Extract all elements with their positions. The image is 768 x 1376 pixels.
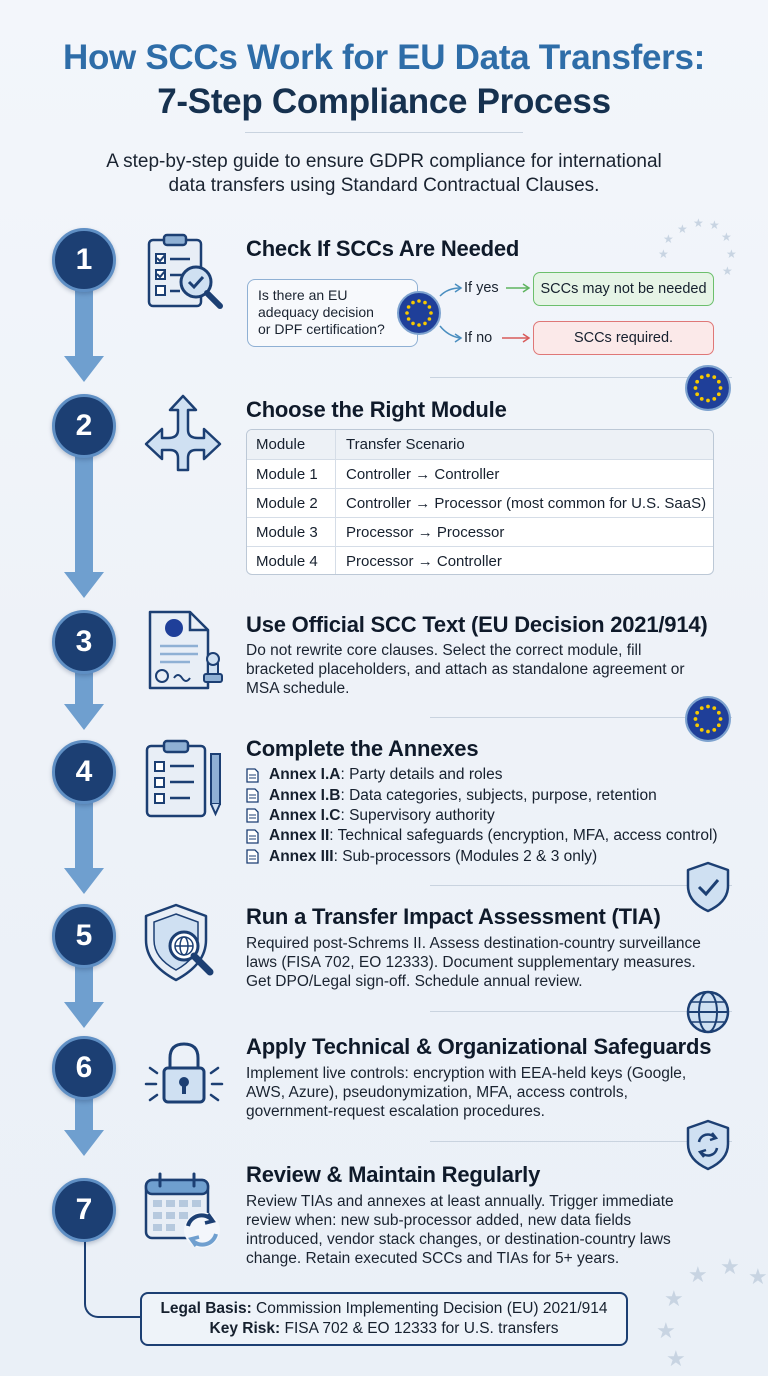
step-6-line: Implement live controls: encryption with EEA-held keys (Google, [246, 1065, 687, 1082]
annex-text: : Data categories, subjects, purpose, retention [340, 786, 657, 804]
page-title-line-1: How SCCs Work for EU Data Transfers: [62, 38, 706, 77]
annex-text: : Sub-processors (Modules 2 & 3 only) [333, 847, 598, 865]
document-icon [246, 808, 259, 823]
step-7-title: Review & Maintain Regularly [246, 1162, 541, 1187]
step-5-line: Required post-Schrems II. Assess destination-country surveillance [246, 935, 701, 952]
subtitle-line-1: A step-by-step guide to ensure GDPR compliance for international [106, 151, 662, 172]
eu-flag-icon [684, 364, 732, 412]
step-5-line: laws (FISA 702, EO 12333). Document supplementary measures. [246, 954, 696, 971]
certificate-document-icon [146, 608, 226, 694]
page-title-line-2: 7-Step Compliance Process [157, 82, 611, 121]
legal-basis-label: Legal Basis: [160, 1300, 252, 1317]
list-item [246, 785, 736, 805]
table-header-row [247, 430, 713, 459]
timeline-arrow-3 [64, 704, 104, 730]
shield-globe-magnifier-icon [140, 902, 226, 986]
title-divider [245, 132, 523, 133]
step-7-line: Review TIAs and annexes at least annually. Trigger immediate [246, 1193, 674, 1210]
step-3-line: Do not rewrite core clauses. Select the correct module, fill [246, 642, 642, 659]
clipboard-pen-icon [144, 738, 228, 820]
step-5-description [246, 934, 732, 991]
step-7-description [246, 1192, 732, 1268]
timeline-arrow-4 [64, 868, 104, 894]
list-item [246, 826, 736, 846]
table-cell: Processor → Processor [346, 523, 505, 541]
annex-list [246, 765, 736, 867]
step-number-2: 2 [52, 394, 116, 458]
step-number-7: 7 [52, 1178, 116, 1242]
annex-text: : Supervisory authority [340, 806, 495, 824]
timeline-segment-6 [75, 1098, 93, 1132]
timeline-segment-3 [75, 672, 93, 706]
shield-refresh-icon [684, 1118, 732, 1172]
document-icon [246, 788, 259, 803]
step-6-title: Apply Technical & Organizational Safeguards [246, 1034, 712, 1059]
timeline-segment-1 [75, 290, 93, 358]
list-item [246, 765, 736, 785]
timeline-segment-4 [75, 802, 93, 870]
table-row [247, 459, 713, 488]
step-7-line: review when: new sub-processor added, new data fields [246, 1212, 632, 1229]
step-6-description [246, 1064, 732, 1121]
eu-flag-icon [684, 695, 732, 743]
table-cell: Module 3 [247, 518, 336, 546]
table-row [247, 546, 713, 575]
padlock-icon [142, 1038, 226, 1110]
step-number-4: 4 [52, 740, 116, 804]
timeline-segment-5 [75, 966, 93, 1004]
legal-box-connector [84, 1240, 142, 1318]
step-number-3: 3 [52, 610, 116, 674]
annex-label: Annex II [269, 827, 330, 845]
key-risk-text: FISA 702 & EO 12333 for U.S. transfers [280, 1320, 559, 1337]
annex-label: Annex I.C [269, 806, 341, 824]
document-icon [246, 849, 259, 864]
checklist-magnifier-icon [146, 232, 226, 310]
sccs-not-needed-result: SCCs may not be needed [533, 272, 714, 306]
question-line-3: or DPF certification? [258, 321, 385, 337]
step-4-title: Complete the Annexes [246, 736, 479, 761]
split-arrows-icon [142, 392, 224, 474]
timeline-arrow-2 [64, 572, 104, 598]
page-subtitle [60, 150, 708, 198]
step-6-line: AWS, Azure), pseudonymization, MFA, access controls, [246, 1084, 628, 1101]
step-number-1: 1 [52, 228, 116, 292]
table-cell: Controller → Controller [346, 465, 500, 483]
key-risk-label: Key Risk: [209, 1320, 281, 1337]
list-item [246, 847, 736, 867]
globe-icon [685, 989, 731, 1035]
step-3-description [246, 641, 732, 698]
legal-basis-text: Commission Implementing Decision (EU) 2021/914 [251, 1300, 608, 1317]
step-1-title: Check If SCCs Are Needed [246, 236, 520, 261]
table-cell: Processor → Controller [346, 552, 502, 570]
calendar-refresh-icon [142, 1170, 226, 1254]
annex-label: Annex III [269, 847, 334, 865]
table-cell: Controller → Processor (most common for U.S. SaaS) [346, 494, 707, 512]
module-table [246, 429, 714, 575]
subtitle-line-2: data transfers using Standard Contractual Clauses. [168, 175, 600, 196]
if-yes-label: If yes [464, 280, 499, 296]
step-number-6: 6 [52, 1036, 116, 1100]
step-2-title: Choose the Right Module [246, 397, 507, 422]
question-line-1: Is there an EU [258, 287, 348, 303]
timeline-arrow-1 [64, 356, 104, 382]
table-cell: Module 4 [247, 547, 336, 575]
step-7-line: change. Retain executed SCCs and TIAs for 5+ years. [246, 1250, 620, 1267]
step-5-title: Run a Transfer Impact Assessment (TIA) [246, 904, 661, 929]
legal-basis-box [140, 1292, 628, 1346]
timeline-arrow-5 [64, 1002, 104, 1028]
key-risk-line [142, 1319, 626, 1339]
annex-label: Annex I.B [269, 786, 341, 804]
annex-text: : Party details and roles [340, 766, 503, 784]
annex-text: : Technical safeguards (encryption, MFA, access control) [329, 827, 718, 845]
step-3-line: bracketed placeholders, and attach as standalone agreement or [246, 661, 685, 678]
document-icon [246, 829, 259, 844]
step-7-line: introduced, vendor stack changes, or destination-country laws [246, 1231, 671, 1248]
step-number-5: 5 [52, 904, 116, 968]
table-cell: Module 2 [247, 489, 336, 517]
table-cell: Module 1 [247, 460, 336, 488]
sccs-required-result: SCCs required. [533, 321, 714, 355]
legal-basis-line [142, 1299, 626, 1319]
document-icon [246, 768, 259, 783]
timeline-arrow-6 [64, 1130, 104, 1156]
question-line-2: adequacy decision [258, 304, 374, 320]
step-6-line: government-request escalation procedures. [246, 1103, 545, 1120]
step-3-title: Use Official SCC Text (EU Decision 2021/914) [246, 612, 708, 637]
step-5-line: Get DPO/Legal sign-off. Schedule annual review. [246, 973, 583, 990]
table-header-module: Module [247, 430, 336, 459]
list-item [246, 806, 736, 826]
shield-check-icon [684, 860, 732, 914]
timeline-segment-2 [75, 456, 93, 574]
table-header-scenario: Transfer Scenario [346, 436, 465, 453]
step-3-line: MSA schedule. [246, 680, 350, 697]
if-no-label: If no [464, 330, 493, 346]
adequacy-question-box [247, 279, 418, 347]
table-row [247, 488, 713, 517]
table-row [247, 517, 713, 546]
annex-label: Annex I.A [269, 766, 341, 784]
